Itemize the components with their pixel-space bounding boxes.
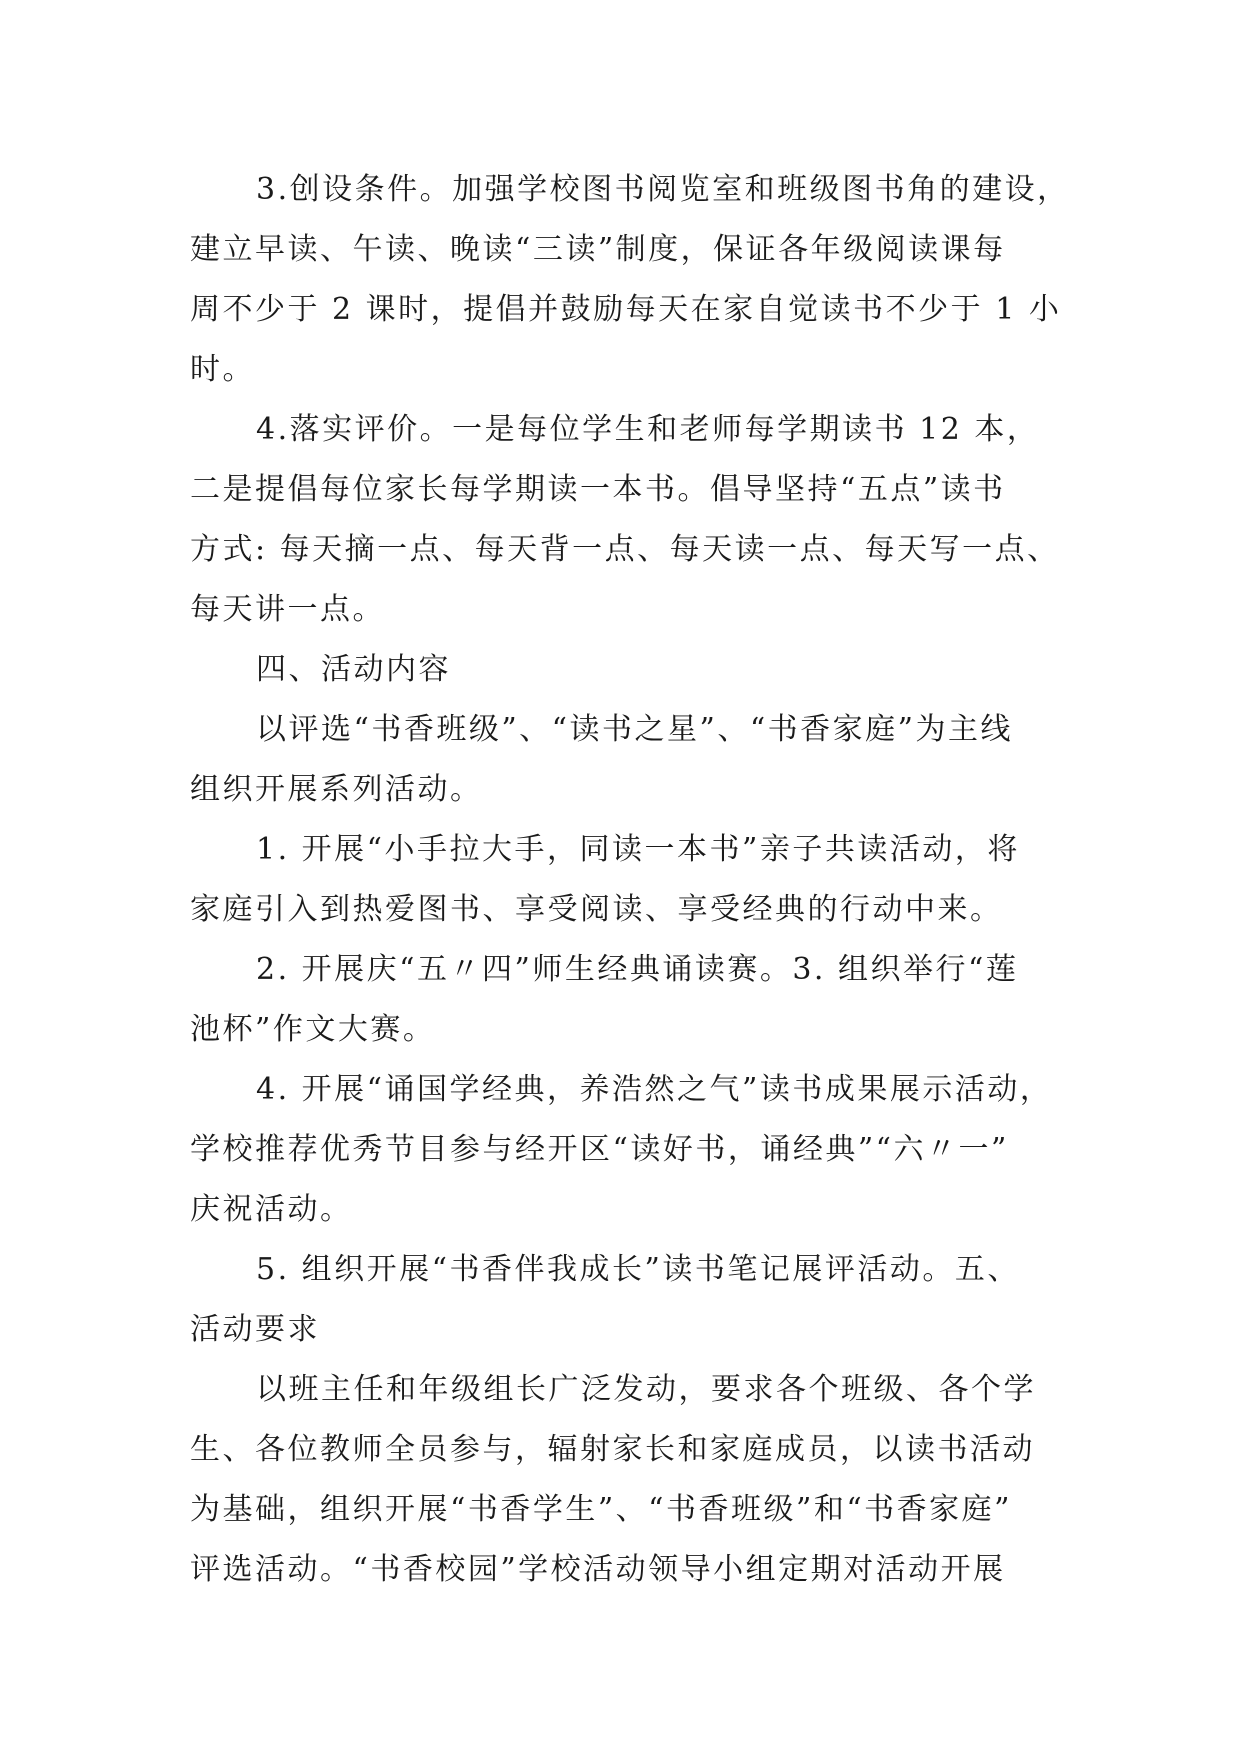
text-line: 3.创设条件。加强学校图书阅览室和班级图书角的建设， bbox=[256, 172, 1070, 207]
text-line: 建立早读、午读、晚读“三读”制度，保证各年级阅读课每 bbox=[190, 232, 1006, 267]
text-line: 为基础，组织开展“书香学生”、“书香班级”和“书香家庭” bbox=[190, 1492, 1013, 1527]
text-line: 4.落实评价。一是每位学生和老师每学期读书 12 本， bbox=[256, 412, 1040, 447]
paragraph-requirements bbox=[190, 1360, 1070, 1600]
text-line: 1. 开展“小手拉大手，同读一本书”亲子共读活动，将 bbox=[256, 832, 1020, 867]
text-line: 池杯”作文大赛。 bbox=[190, 1012, 436, 1047]
text-line: 4. 开展“诵国学经典，养浩然之气”读书成果展示活动， bbox=[256, 1072, 1053, 1107]
paragraph-evaluation bbox=[190, 400, 1070, 640]
text-line: 方式: 每天摘一点、每天背一点、每天读一点、每天写一点、 bbox=[190, 532, 1060, 567]
paragraph-item-5 bbox=[190, 1240, 1070, 1360]
text-line: 以班主任和年级组长广泛发动，要求各个班级、各个学 bbox=[256, 1372, 1036, 1407]
text-line: 庆祝活动。 bbox=[190, 1192, 353, 1227]
text-line: 2. 开展庆“五〃四”师生经典诵读赛。3. 组织举行“莲 bbox=[256, 952, 1019, 987]
text-line: 5. 组织开展“书香伴我成长”读书笔记展评活动。五、 bbox=[256, 1252, 1020, 1287]
text-line: 学校推荐优秀节目参与经开区“读好书，诵经典”“六〃一” bbox=[190, 1132, 1009, 1167]
text-line: 周不少于 2 课时，提倡并鼓励每天在家自觉读书不少于 1 小 bbox=[190, 292, 1062, 327]
text-line: 时。 bbox=[190, 352, 255, 387]
text-line: 生、各位教师全员参与，辐射家长和家庭成员，以读书活动 bbox=[190, 1432, 1035, 1467]
document-page bbox=[190, 160, 1070, 1600]
text-line: 家庭引入到热爱图书、享受阅读、享受经典的行动中来。 bbox=[190, 892, 1003, 927]
text-line: 四、活动内容 bbox=[256, 652, 451, 687]
text-line: 每天讲一点。 bbox=[190, 592, 385, 627]
paragraph-item-1 bbox=[190, 820, 1070, 940]
paragraph-main-line bbox=[190, 700, 1070, 820]
text-line: 组织开展系列活动。 bbox=[190, 772, 483, 807]
paragraph-item-4 bbox=[190, 1060, 1070, 1240]
text-line: 活动要求 bbox=[190, 1312, 320, 1347]
section-heading-activity-content bbox=[190, 640, 1070, 700]
text-line: 二是提倡每位家长每学期读一本书。倡导坚持“五点”读书 bbox=[190, 472, 1006, 507]
paragraph-item-2 bbox=[190, 940, 1070, 1060]
paragraph-conditions bbox=[190, 160, 1070, 400]
text-line: 评选活动。“书香校园”学校活动领导小组定期对活动开展 bbox=[190, 1552, 1006, 1587]
text-line: 以评选“书香班级”、“读书之星”、“书香家庭”为主线 bbox=[256, 712, 1014, 747]
